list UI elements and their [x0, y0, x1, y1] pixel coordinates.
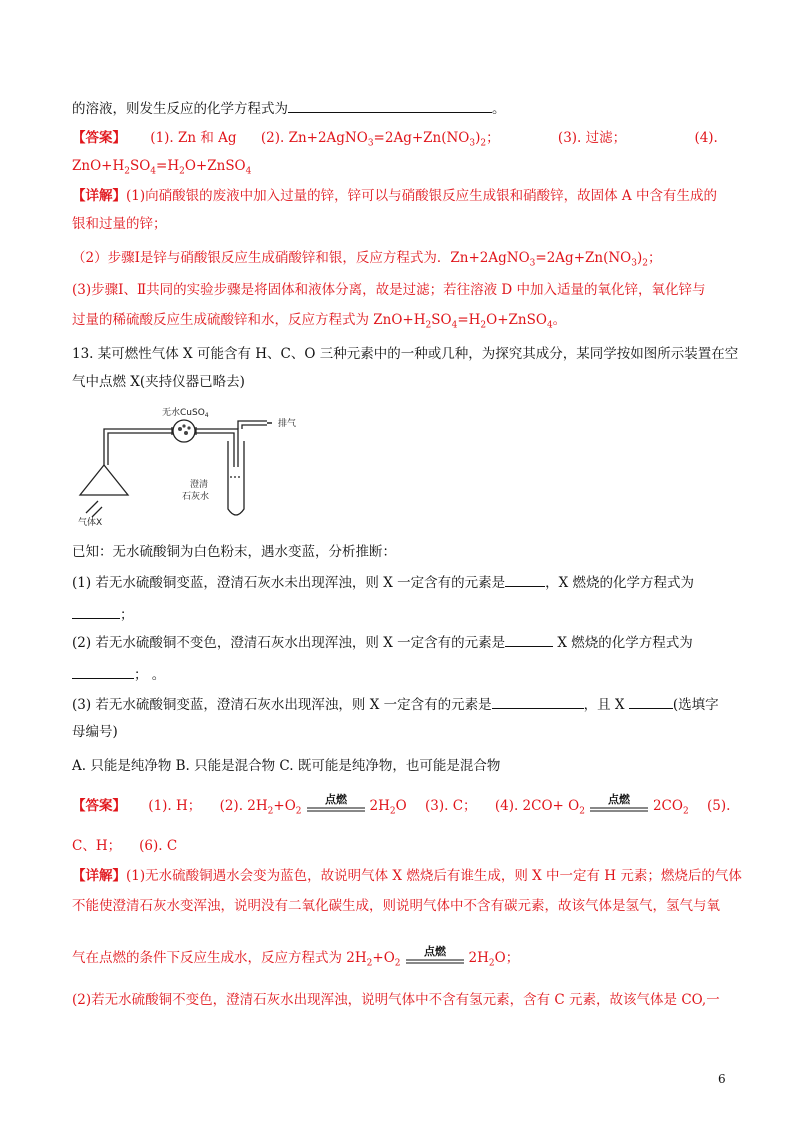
question-item-1-cont: ； — [72, 604, 134, 625]
svg-text:点燃: 点燃 — [607, 793, 630, 806]
condition-arrow — [588, 794, 650, 814]
detail-line: （2）步骤Ⅰ是锌与硝酸银反应生成硝酸锌和银，反应方程式为．$Zn+2AgNO_3=2Ag+Zn(NO_3)_2$； — [72, 250, 662, 269]
detail-line: 过量的稀硫酸反应生成硫酸锌和水，反应方程式为 $ZnO+H_2SO_4=H_2O+ZnSO_4$。 — [72, 312, 567, 331]
detail-2-line: 气在点燃的条件下反应生成水，反应方程式为 $2H_2+O_2$ 点燃 $2H_2O$； — [72, 945, 520, 969]
question-item-3: (3) 若无水硫酸铜变蓝，澄清石灰水出现浑浊，则 X 一定含有的元素是 ，且 X (选填字 — [72, 694, 719, 715]
limewater-label-2: 石灰水 — [182, 492, 210, 502]
svg-text:点燃: 点燃 — [423, 945, 446, 958]
detail-line: (3)步骤Ⅰ、Ⅱ共同的实验步骤是将固体和液体分离，故是过滤；若往溶液 D 中加入适量的氧化锌，氧化锌与 — [72, 282, 706, 298]
detail-2-line: (2)若无水硫酸铜不变色，澄清石灰水出现浑浊，说明气体中不含有氢元素，含有 C 元素，故该气体是 CO,一 — [72, 992, 720, 1008]
exhaust-label: 排气 — [278, 419, 297, 429]
detail-line: 银和过量的锌； — [72, 216, 167, 232]
question-item-3-cont: 母编号) — [72, 724, 118, 740]
detail-line: 【详解】(1)向硝酸银的废液中加入过量的锌，锌可以与硝酸银反应生成银和硝酸锌，故固体 A 中含有生成的 — [72, 188, 717, 204]
detail-2-line: 不能使澄清石灰水变浑浊，说明没有二氧化碳生成，则说明气体中不含有碳元素，故该气体是氢气，氢气与氧 — [72, 898, 720, 914]
answer-blank — [288, 98, 492, 113]
limewater-label: 澄清 — [190, 480, 209, 490]
question-item-2: (2) 若无水硫酸铜不变色，澄清石灰水出现浑浊，则 X 一定含有的元素是 X 燃烧的化学方程式为 — [72, 632, 693, 653]
question-item-2-cont: ； 。 — [72, 664, 165, 685]
condition-arrow — [305, 794, 367, 814]
answer-2-line: 【答案】 (1). H； (2). $2H_2+O_2$ 点燃 $2H_2O$ (3). C； (4). $2CO+ O_2$ 点燃 $2CO_2$ (5). — [72, 793, 731, 817]
answer-2-line-2: C、H； (6). C — [72, 838, 178, 854]
answer-line: 【答案】 (1). Zn 和 Ag (2). $Zn+2AgNO_3=2Ag+Zn(NO_3)_2$； (3). 过滤； (4). — [72, 130, 718, 149]
detail-2-line: 【详解】(1)无水硫酸铜遇水会变为蓝色，故说明气体 X 燃烧后有谁生成，则 X 中一定有 H 元素；燃烧后的气体 — [72, 868, 742, 884]
question-line: 的溶液，则发生反应的化学方程式为 。 — [72, 98, 506, 119]
apparatus-figure — [72, 408, 332, 529]
page-number: 6 — [718, 1072, 726, 1086]
gas-label: 气体X — [78, 518, 103, 528]
answer-line-2: $ZnO+H_2SO_4=H_2O+ZnSO_4$ — [72, 158, 252, 177]
cuso4-label: 无水CuSO$_4$ — [162, 408, 209, 419]
known-line: 已知：无水硫酸铜为白色粉末，遇水变蓝，分析推断： — [72, 544, 396, 560]
options-line: A. 只能是纯净物 B. 只能是混合物 C. 既可能是纯净物，也可能是混合物 — [72, 758, 501, 774]
condition-arrow — [404, 946, 466, 966]
question-13-line-2: 气中点燃 X(夹持仪器已略去) — [72, 374, 245, 390]
question-item-1: (1) 若无水硫酸铜变蓝，澄清石灰水未出现浑浊，则 X 一定含有的元素是 ，X 燃烧的化学方程式为 — [72, 572, 694, 593]
question-13-line-1: 13. 某可燃性气体 X 可能含有 H、C、O 三种元素中的一种或几种，为探究其成分，某同学按如图所示装置在空 — [72, 346, 739, 362]
svg-text:点燃: 点燃 — [324, 793, 347, 806]
